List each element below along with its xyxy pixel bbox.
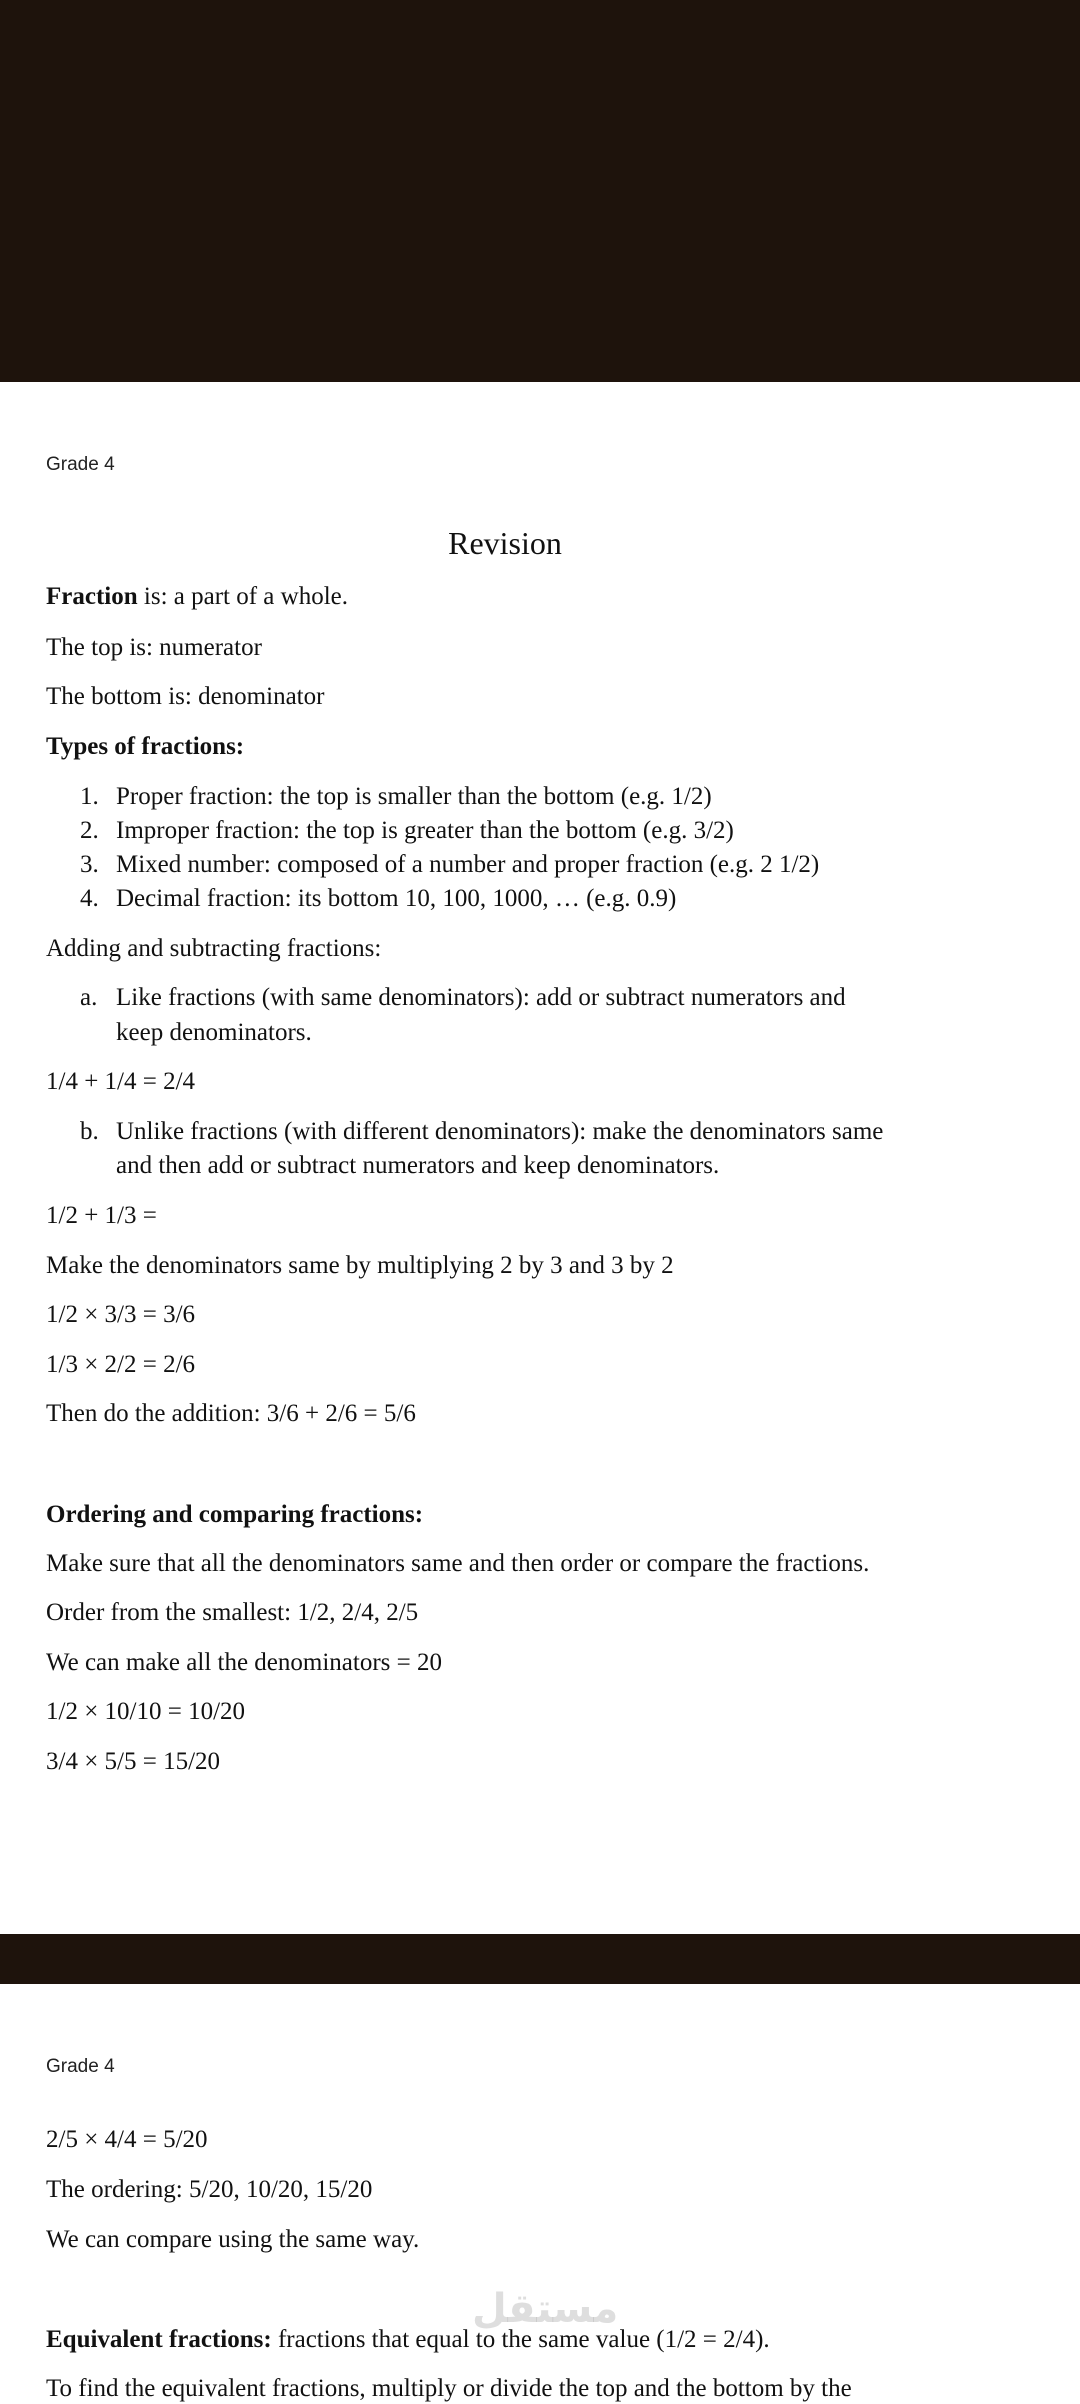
list-text: Proper fraction: the top is smaller than the bottom (e.g. 1/2) [116, 783, 712, 810]
make-sure-line: Make sure that all the denominators same and then order or compare the fractions. [46, 1550, 870, 1577]
ordering-heading-text: Ordering and comparing fractions: [46, 1501, 424, 1528]
page-header: Grade 4 [46, 2056, 115, 2077]
ordering-heading [46, 1500, 423, 1530]
compare-line: We can compare using the same way. [46, 2226, 420, 2253]
equation-half-to-sixths: 1/2 × 3/3 = 3/6 [46, 1301, 196, 1328]
fraction-definition [46, 582, 348, 612]
adding-heading: Adding and subtracting fractions: [46, 935, 382, 962]
item-unlike-fractions-continued: and then add or subtract numerators and keep denominators. [116, 1152, 720, 1179]
dark-band-page-break [0, 1934, 1080, 1984]
item-unlike-fractions [80, 1117, 883, 1147]
equation-like-sum: 1/4 + 1/4 = 2/4 [46, 1068, 196, 1095]
type-item-proper [80, 782, 712, 812]
equation-unlike-sum: 1/2 + 1/3 = [46, 1202, 157, 1229]
order-from-line: Order from the smallest: 1/2, 2/4, 2/5 [46, 1599, 419, 1626]
equation-two-fifths-to-twentieths: 2/5 × 4/4 = 5/20 [46, 2126, 208, 2153]
list-marker: a. [80, 984, 98, 1011]
list-text: Decimal fraction: its bottom 10, 100, 1000, … (e.g. 0.9) [116, 885, 677, 912]
types-heading [46, 732, 244, 762]
equation-third-to-sixths: 1/3 × 2/2 = 2/6 [46, 1351, 196, 1378]
list-text: Improper fraction: the top is greater than the bottom (e.g. 3/2) [116, 817, 734, 844]
fraction-term: Fraction [46, 583, 138, 610]
equation-three-quarters-to-twentieths: 3/4 × 5/5 = 15/20 [46, 1748, 221, 1775]
item-like-fractions [80, 983, 846, 1013]
denominator-line: The bottom is: denominator [46, 683, 325, 710]
equivalent-definition [46, 2325, 770, 2355]
to-find-line: To find the equivalent fractions, multiply or divide the top and the bottom by the [46, 2375, 852, 2402]
item-like-fractions-continued: keep denominators. [116, 1019, 312, 1046]
list-marker: 1. [80, 783, 99, 810]
page-header: Grade 4 [46, 454, 115, 475]
types-heading-text: Types of fractions: [46, 733, 245, 760]
list-text: Unlike fractions (with different denominators): make the denominators same [116, 1118, 884, 1145]
page-title: Revision [448, 525, 562, 561]
common-denominator-line: We can make all the denominators = 20 [46, 1649, 442, 1676]
list-marker: 2. [80, 817, 99, 844]
equation-half-to-twentieths: 1/2 × 10/10 = 10/20 [46, 1698, 246, 1725]
type-item-improper [80, 816, 734, 846]
equivalent-definition-text: fractions that equal to the same value (1/2 = 2/4). [271, 2326, 770, 2353]
addition-result-line: Then do the addition: 3/6 + 2/6 = 5/6 [46, 1400, 416, 1427]
make-same-line: Make the denominators same by multiplying 2 by 3 and 3 by 2 [46, 1252, 674, 1279]
numerator-line: The top is: numerator [46, 634, 262, 661]
list-marker: 4. [80, 885, 99, 912]
list-marker: 3. [80, 851, 99, 878]
equivalent-term: Equivalent fractions: [46, 2326, 272, 2353]
type-item-mixed [80, 850, 819, 880]
list-marker: b. [80, 1118, 99, 1145]
watermark-logo: مستقل [472, 2286, 619, 2332]
list-text: Like fractions (with same denominators): add or subtract numerators and [116, 984, 846, 1011]
list-text: Mixed number: composed of a number and proper fraction (e.g. 2 1/2) [116, 851, 820, 878]
type-item-decimal [80, 884, 676, 914]
dark-band-top [0, 0, 1080, 382]
ordering-result-line: The ordering: 5/20, 10/20, 15/20 [46, 2176, 373, 2203]
fraction-definition-text: is: a part of a whole. [137, 583, 348, 610]
